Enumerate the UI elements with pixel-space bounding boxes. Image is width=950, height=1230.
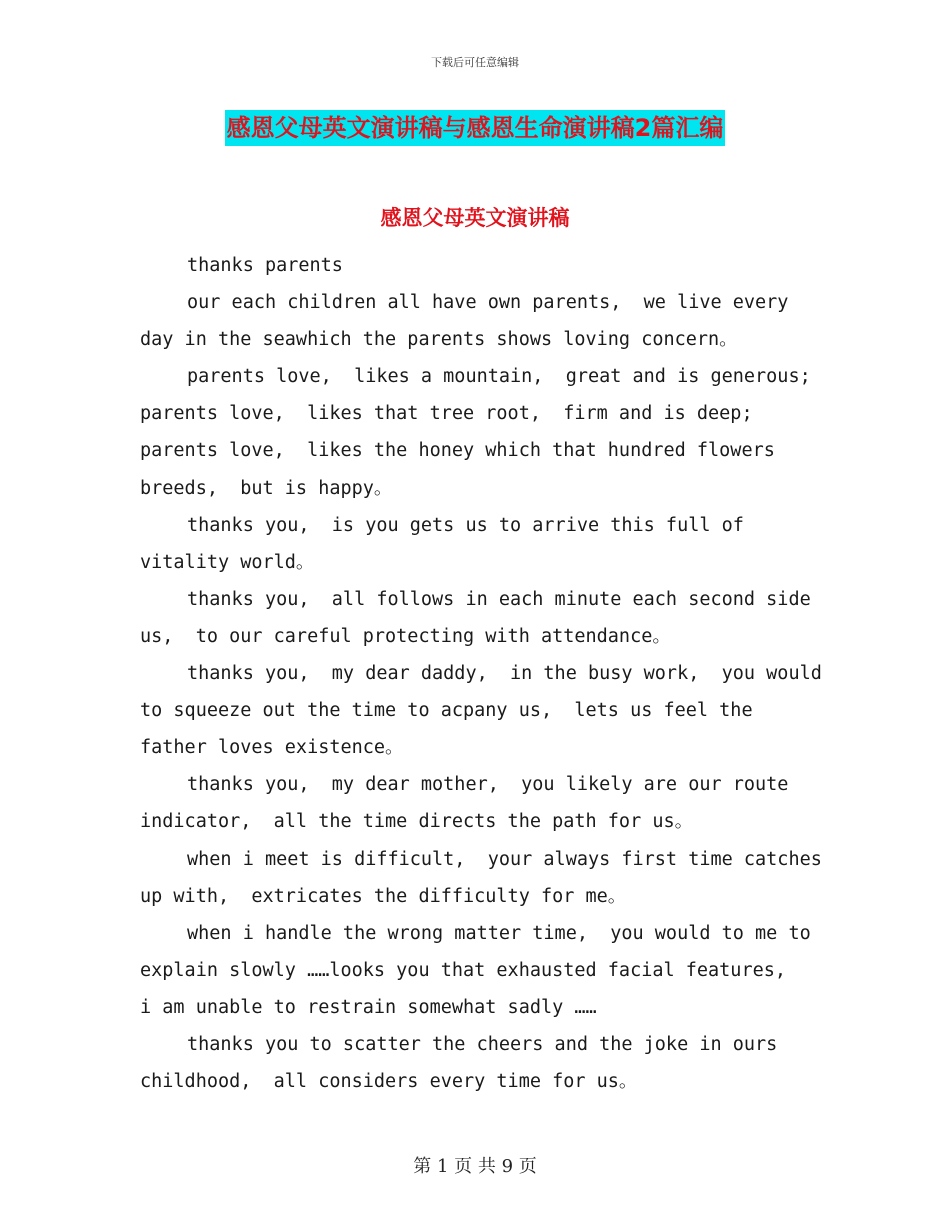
page-header-note: 下载后可任意编辑 [431, 56, 519, 69]
text-line: parents love, likes the honey which that hundred flowers [140, 440, 775, 462]
text-line: thanks you, my dear mother, you likely are our route [187, 774, 789, 796]
text-line: when i handle the wrong matter time, you would to me to [187, 922, 811, 944]
text-line: thanks you to scatter the cheers and the joke in ours [187, 1033, 778, 1055]
text-line: when i meet is difficult, your always first time catches [187, 848, 822, 870]
text-line: thanks you, my dear daddy, in the busy work, you would [187, 663, 822, 685]
text-line: thanks parents [187, 255, 343, 276]
text-line: parents love, likes that tree root, firm and is deep; [140, 403, 753, 425]
document-title: 感恩父母英文演讲稿与感恩生命演讲稿2篇汇编 [225, 110, 726, 146]
text-line: indicator, all the time directs the path for us。 [140, 811, 694, 833]
text-line: our each children all have own parents, we live every [187, 292, 789, 314]
text-line: us, to our careful protecting with attendance。 [140, 625, 671, 647]
text-line: day in the seawhich the parents shows loving concern。 [140, 329, 738, 351]
text-line: parents love, likes a mountain, great and is generous; [187, 366, 811, 388]
section-title: 感恩父母英文演讲稿 [380, 206, 570, 230]
text-line: up with, extricates the difficulty for me。 [140, 885, 627, 907]
document-body [140, 247, 820, 1100]
text-line: thanks you, all follows in each minute each second side [187, 588, 811, 610]
page-number-footer: 第 1 页 共 9 页 [413, 1156, 537, 1177]
document-title-container [0, 110, 950, 146]
text-line: to squeeze out the time to acpany us, lets us feel the [140, 700, 753, 722]
text-line: explain slowly ……looks you that exhausted facial features, [140, 959, 787, 981]
text-line: vitality world。 [140, 551, 315, 573]
text-line: father loves existence。 [140, 737, 404, 759]
text-line: i am unable to restrain somewhat sadly …… [140, 996, 597, 1018]
text-line: thanks you, is you gets us to arrive this full of [187, 514, 744, 536]
text-line: childhood, all considers every time for us。 [140, 1071, 638, 1093]
text-line: breeds, but is happy。 [140, 477, 393, 499]
